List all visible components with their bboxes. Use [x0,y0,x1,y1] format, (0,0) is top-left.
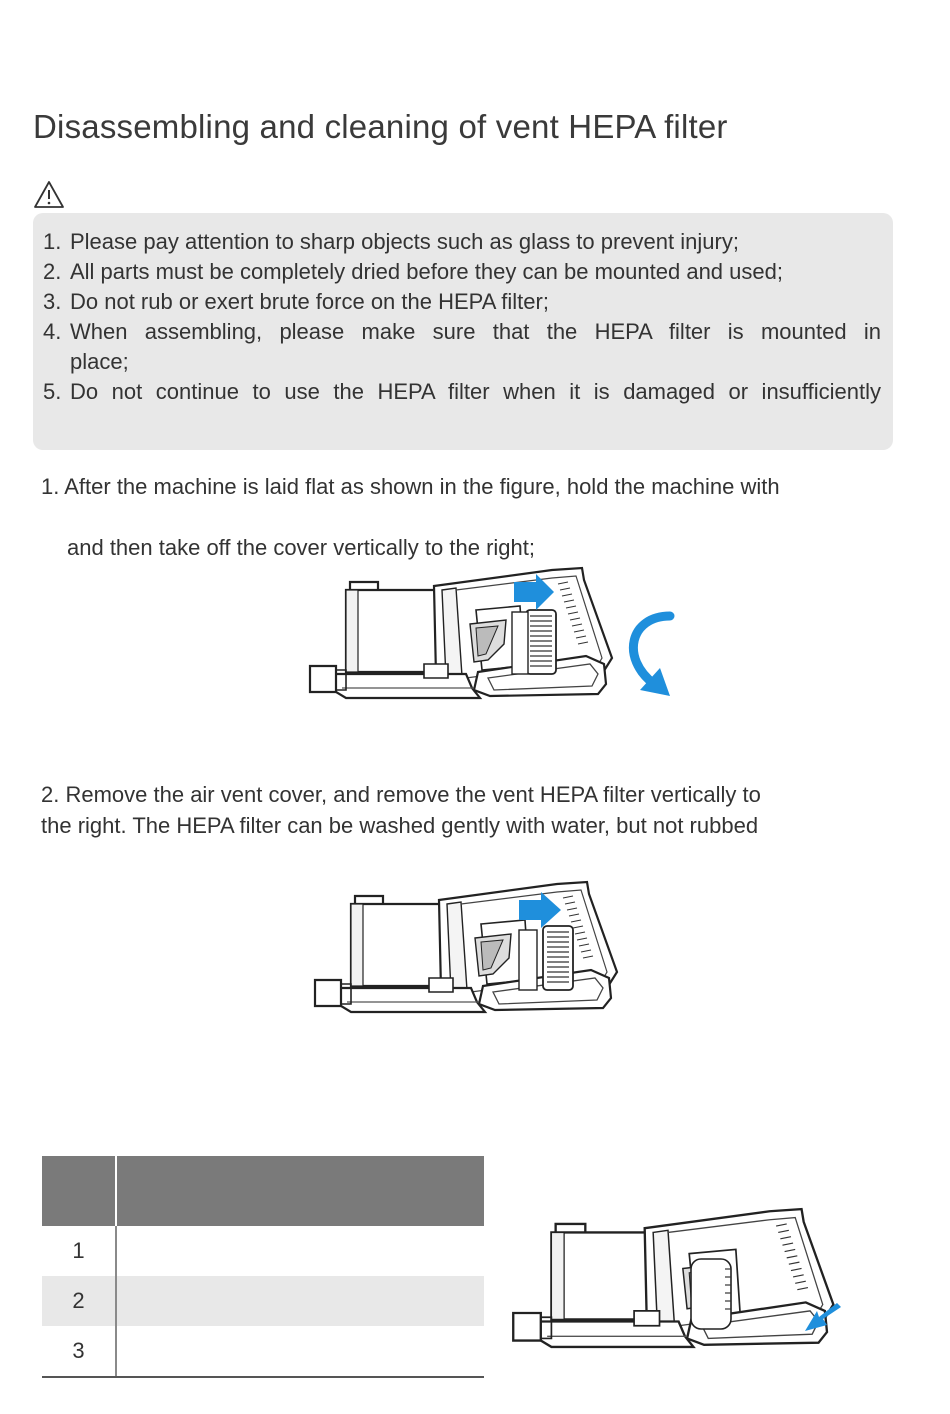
warning-triangle-icon [33,180,65,210]
legend-number: 2 [42,1276,116,1326]
warning-item-text: All parts must be completely dried before they can be mounted and used; [70,259,783,284]
table-row [42,1326,484,1377]
step-2-figure [305,872,625,1052]
legend-number: 3 [42,1326,116,1377]
warning-notice-box [33,213,893,450]
warning-item-number: 5. [43,379,62,404]
warning-item-text: Do not rub or exert brute force on the HEPA filter; [70,289,549,314]
warning-item-text: When assembling, please make sure that the HEPA filter is mounted in [70,319,881,344]
legend-text [116,1326,484,1377]
table-row [42,1226,484,1276]
warning-item-number: 3. [43,289,62,314]
warning-item-number: 2. [43,259,62,284]
legend-header [42,1156,484,1226]
step-2-line-2: the right. The HEPA filter can be washed gently with water, but not rubbed [41,813,759,838]
step-2-line-1: 2. Remove the air vent cover, and remove the vent HEPA filter vertically to [41,782,761,807]
legend-number: 1 [42,1226,116,1276]
warning-item-text: Please pay attention to sharp objects such as glass to prevent injury; [70,229,739,254]
step-1-line-2: and then take off the cover vertically to the right; [67,535,535,560]
assembly-figure [505,1195,855,1380]
warning-item-text: place; [70,349,129,374]
page-title: Disassembling and cleaning of vent HEPA filter [33,108,728,145]
step-1-figure [300,562,680,734]
warning-item-text: Do not continue to use the HEPA filter when it is damaged or insufficiently [70,379,881,404]
table-row [42,1276,484,1326]
step-1-line-1: 1. After the machine is laid flat as shown in the figure, hold the machine with [41,474,780,499]
parts-legend-table [42,1156,484,1378]
legend-text [116,1276,484,1326]
warning-item-number: 4. [43,319,62,344]
warning-item-number: 1. [43,229,62,254]
legend-text [116,1226,484,1276]
hepa-filter-icon [543,926,573,990]
rotate-arrow-icon [633,616,670,684]
vent-cover-filter-icon [526,610,556,674]
